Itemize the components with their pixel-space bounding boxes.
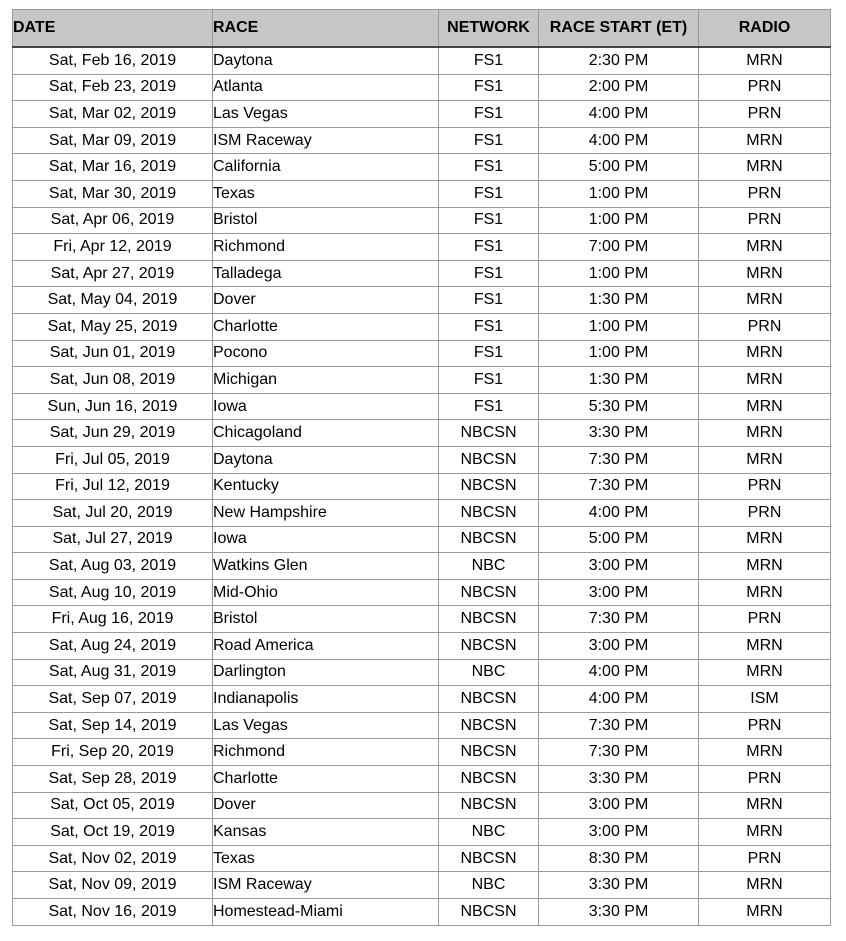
cell-network: NBCSN [439, 766, 539, 793]
cell-date: Sat, Nov 02, 2019 [13, 845, 213, 872]
cell-network: NBC [439, 659, 539, 686]
cell-network: NBCSN [439, 686, 539, 713]
table-row [13, 579, 831, 606]
cell-race-start: 1:00 PM [539, 340, 699, 367]
cell-race: Pocono [213, 340, 439, 367]
cell-race: Talladega [213, 260, 439, 287]
cell-radio: MRN [699, 154, 831, 181]
table-header [13, 10, 831, 48]
cell-network: FS1 [439, 180, 539, 207]
cell-race-start: 3:30 PM [539, 899, 699, 926]
cell-race-start: 3:00 PM [539, 579, 699, 606]
cell-network: NBC [439, 819, 539, 846]
cell-race: Texas [213, 180, 439, 207]
cell-race: Watkins Glen [213, 553, 439, 580]
cell-race: Richmond [213, 739, 439, 766]
cell-race: Charlotte [213, 313, 439, 340]
cell-network: FS1 [439, 313, 539, 340]
cell-race: Daytona [213, 47, 439, 74]
table-row [13, 446, 831, 473]
cell-race-start: 1:00 PM [539, 313, 699, 340]
cell-radio: MRN [699, 792, 831, 819]
cell-race-start: 7:00 PM [539, 234, 699, 261]
table-row [13, 899, 831, 926]
cell-race-start: 3:00 PM [539, 553, 699, 580]
table-row [13, 845, 831, 872]
table-row [13, 473, 831, 500]
table-row [13, 234, 831, 261]
cell-date: Sat, Aug 03, 2019 [13, 553, 213, 580]
cell-race-start: 3:00 PM [539, 633, 699, 660]
table-row [13, 101, 831, 128]
cell-radio: ISM [699, 686, 831, 713]
cell-race-start: 4:00 PM [539, 500, 699, 527]
cell-date: Sun, Jun 16, 2019 [13, 393, 213, 420]
cell-race: California [213, 154, 439, 181]
cell-network: NBCSN [439, 500, 539, 527]
cell-race-start: 3:00 PM [539, 792, 699, 819]
cell-network: FS1 [439, 393, 539, 420]
cell-race-start: 7:30 PM [539, 739, 699, 766]
cell-race-start: 5:00 PM [539, 154, 699, 181]
cell-date: Sat, Aug 24, 2019 [13, 633, 213, 660]
cell-network: NBCSN [439, 526, 539, 553]
table-row [13, 47, 831, 74]
header-network: NETWORK [439, 10, 539, 48]
cell-radio: MRN [699, 234, 831, 261]
cell-radio: PRN [699, 606, 831, 633]
cell-date: Sat, Jul 27, 2019 [13, 526, 213, 553]
cell-radio: MRN [699, 446, 831, 473]
cell-network: NBCSN [439, 420, 539, 447]
cell-radio: MRN [699, 367, 831, 394]
cell-network: NBC [439, 872, 539, 899]
cell-race-start: 4:00 PM [539, 101, 699, 128]
cell-radio: MRN [699, 340, 831, 367]
cell-race: ISM Raceway [213, 872, 439, 899]
table-row [13, 207, 831, 234]
table-row [13, 526, 831, 553]
cell-date: Sat, Apr 06, 2019 [13, 207, 213, 234]
cell-date: Sat, Oct 05, 2019 [13, 792, 213, 819]
header-row [13, 10, 831, 48]
cell-network: NBCSN [439, 606, 539, 633]
table-body [13, 47, 831, 925]
header-date: DATE [13, 10, 213, 48]
cell-radio: PRN [699, 766, 831, 793]
cell-network: FS1 [439, 154, 539, 181]
cell-race: Indianapolis [213, 686, 439, 713]
cell-radio: MRN [699, 47, 831, 74]
cell-race-start: 3:30 PM [539, 872, 699, 899]
table-row [13, 260, 831, 287]
cell-date: Sat, Sep 07, 2019 [13, 686, 213, 713]
cell-network: NBCSN [439, 739, 539, 766]
cell-race: Texas [213, 845, 439, 872]
cell-radio: MRN [699, 872, 831, 899]
table-row [13, 819, 831, 846]
cell-date: Sat, Sep 14, 2019 [13, 712, 213, 739]
cell-date: Sat, Mar 16, 2019 [13, 154, 213, 181]
cell-race-start: 4:00 PM [539, 659, 699, 686]
cell-race: Daytona [213, 446, 439, 473]
cell-race: Chicagoland [213, 420, 439, 447]
table-row [13, 127, 831, 154]
cell-network: FS1 [439, 260, 539, 287]
table-row [13, 872, 831, 899]
cell-date: Sat, May 25, 2019 [13, 313, 213, 340]
header-race-start: RACE START (ET) [539, 10, 699, 48]
cell-radio: MRN [699, 260, 831, 287]
cell-race: ISM Raceway [213, 127, 439, 154]
table-row [13, 180, 831, 207]
cell-race: Road America [213, 633, 439, 660]
cell-radio: MRN [699, 739, 831, 766]
cell-radio: MRN [699, 393, 831, 420]
table-row [13, 340, 831, 367]
cell-network: NBCSN [439, 446, 539, 473]
table-row [13, 553, 831, 580]
cell-radio: MRN [699, 899, 831, 926]
cell-radio: MRN [699, 526, 831, 553]
cell-radio: MRN [699, 420, 831, 447]
cell-network: FS1 [439, 207, 539, 234]
race-schedule-table [12, 9, 831, 926]
cell-network: FS1 [439, 74, 539, 101]
cell-race: Homestead-Miami [213, 899, 439, 926]
cell-network: FS1 [439, 234, 539, 261]
cell-date: Fri, Sep 20, 2019 [13, 739, 213, 766]
cell-radio: MRN [699, 633, 831, 660]
cell-date: Sat, Sep 28, 2019 [13, 766, 213, 793]
table-row [13, 393, 831, 420]
cell-radio: PRN [699, 500, 831, 527]
cell-date: Sat, Mar 30, 2019 [13, 180, 213, 207]
cell-race-start: 1:00 PM [539, 180, 699, 207]
cell-date: Sat, Jul 20, 2019 [13, 500, 213, 527]
cell-race: Kentucky [213, 473, 439, 500]
cell-race-start: 7:30 PM [539, 446, 699, 473]
cell-network: FS1 [439, 101, 539, 128]
cell-date: Fri, Jul 12, 2019 [13, 473, 213, 500]
cell-radio: PRN [699, 180, 831, 207]
cell-date: Sat, Jun 29, 2019 [13, 420, 213, 447]
cell-race: Las Vegas [213, 712, 439, 739]
cell-network: FS1 [439, 367, 539, 394]
cell-race-start: 2:30 PM [539, 47, 699, 74]
cell-race-start: 7:30 PM [539, 606, 699, 633]
cell-race: Iowa [213, 526, 439, 553]
cell-race-start: 5:00 PM [539, 526, 699, 553]
cell-radio: PRN [699, 845, 831, 872]
header-race: RACE [213, 10, 439, 48]
cell-radio: PRN [699, 473, 831, 500]
cell-race: Kansas [213, 819, 439, 846]
cell-date: Sat, Oct 19, 2019 [13, 819, 213, 846]
cell-race-start: 2:00 PM [539, 74, 699, 101]
cell-race-start: 5:30 PM [539, 393, 699, 420]
table-row [13, 659, 831, 686]
cell-network: FS1 [439, 47, 539, 74]
table-row [13, 712, 831, 739]
cell-race-start: 7:30 PM [539, 473, 699, 500]
cell-network: NBCSN [439, 712, 539, 739]
cell-network: FS1 [439, 340, 539, 367]
cell-race-start: 1:30 PM [539, 367, 699, 394]
cell-race-start: 1:30 PM [539, 287, 699, 314]
cell-radio: MRN [699, 659, 831, 686]
cell-race: Michigan [213, 367, 439, 394]
cell-race-start: 4:00 PM [539, 127, 699, 154]
cell-network: NBCSN [439, 473, 539, 500]
cell-date: Sat, Mar 02, 2019 [13, 101, 213, 128]
cell-race-start: 1:00 PM [539, 260, 699, 287]
cell-race-start: 7:30 PM [539, 712, 699, 739]
table-row [13, 154, 831, 181]
cell-radio: MRN [699, 127, 831, 154]
table-row [13, 739, 831, 766]
cell-date: Fri, Aug 16, 2019 [13, 606, 213, 633]
cell-radio: MRN [699, 579, 831, 606]
cell-network: NBCSN [439, 899, 539, 926]
cell-race-start: 3:00 PM [539, 819, 699, 846]
table-row [13, 420, 831, 447]
table-row [13, 633, 831, 660]
cell-race-start: 8:30 PM [539, 845, 699, 872]
table-row [13, 606, 831, 633]
cell-race: Dover [213, 792, 439, 819]
cell-radio: PRN [699, 207, 831, 234]
cell-race: Darlington [213, 659, 439, 686]
cell-race: Richmond [213, 234, 439, 261]
cell-radio: MRN [699, 819, 831, 846]
cell-date: Sat, Feb 23, 2019 [13, 74, 213, 101]
table-row [13, 766, 831, 793]
cell-network: NBCSN [439, 633, 539, 660]
table-row [13, 74, 831, 101]
cell-race: Iowa [213, 393, 439, 420]
cell-radio: MRN [699, 287, 831, 314]
cell-race: Bristol [213, 606, 439, 633]
cell-race: Charlotte [213, 766, 439, 793]
header-radio: RADIO [699, 10, 831, 48]
cell-network: NBCSN [439, 845, 539, 872]
table-row [13, 792, 831, 819]
cell-radio: PRN [699, 101, 831, 128]
cell-network: NBC [439, 553, 539, 580]
cell-date: Sat, Mar 09, 2019 [13, 127, 213, 154]
cell-date: Sat, Jun 01, 2019 [13, 340, 213, 367]
cell-race: Bristol [213, 207, 439, 234]
cell-date: Sat, Jun 08, 2019 [13, 367, 213, 394]
cell-date: Sat, Nov 09, 2019 [13, 872, 213, 899]
cell-date: Sat, Feb 16, 2019 [13, 47, 213, 74]
cell-radio: PRN [699, 313, 831, 340]
cell-race: Las Vegas [213, 101, 439, 128]
table-row [13, 367, 831, 394]
cell-network: FS1 [439, 287, 539, 314]
cell-race: Mid-Ohio [213, 579, 439, 606]
cell-race: Atlanta [213, 74, 439, 101]
cell-race: New Hampshire [213, 500, 439, 527]
cell-radio: PRN [699, 74, 831, 101]
cell-race-start: 3:30 PM [539, 766, 699, 793]
cell-race-start: 3:30 PM [539, 420, 699, 447]
cell-radio: PRN [699, 712, 831, 739]
cell-date: Fri, Apr 12, 2019 [13, 234, 213, 261]
table-row [13, 686, 831, 713]
cell-network: NBCSN [439, 792, 539, 819]
cell-date: Sat, Nov 16, 2019 [13, 899, 213, 926]
cell-date: Sat, Aug 31, 2019 [13, 659, 213, 686]
cell-race-start: 4:00 PM [539, 686, 699, 713]
cell-date: Sat, May 04, 2019 [13, 287, 213, 314]
table-row [13, 287, 831, 314]
cell-race-start: 1:00 PM [539, 207, 699, 234]
cell-date: Sat, Apr 27, 2019 [13, 260, 213, 287]
cell-network: NBCSN [439, 579, 539, 606]
table-row [13, 500, 831, 527]
cell-date: Sat, Aug 10, 2019 [13, 579, 213, 606]
table-row [13, 313, 831, 340]
cell-radio: MRN [699, 553, 831, 580]
cell-race: Dover [213, 287, 439, 314]
cell-network: FS1 [439, 127, 539, 154]
cell-date: Fri, Jul 05, 2019 [13, 446, 213, 473]
